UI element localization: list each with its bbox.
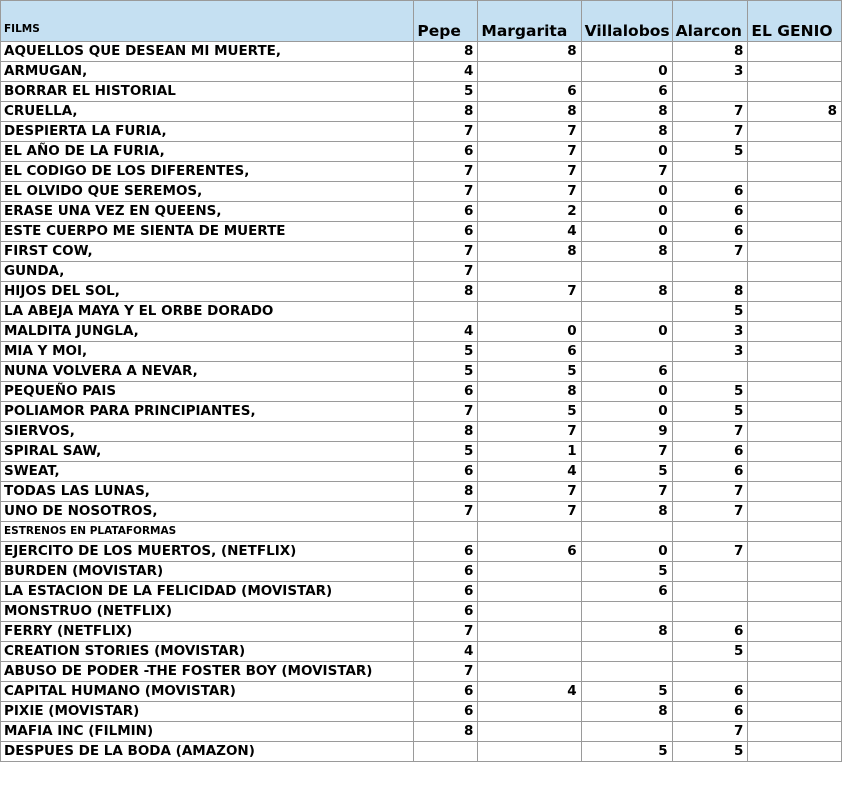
el-genio-cell[interactable] xyxy=(748,582,842,602)
el-genio-cell[interactable] xyxy=(748,662,842,682)
villalobos-cell[interactable]: 6 xyxy=(581,582,672,602)
margarita-cell[interactable]: 0 xyxy=(478,322,581,342)
pepe-cell[interactable]: 8 xyxy=(414,42,478,62)
alarcon-cell[interactable] xyxy=(672,602,748,622)
margarita-cell[interactable]: 7 xyxy=(478,142,581,162)
margarita-cell[interactable] xyxy=(478,622,581,642)
margarita-cell[interactable] xyxy=(478,562,581,582)
table-row xyxy=(1,242,842,262)
el-genio-cell[interactable] xyxy=(748,262,842,282)
table-row xyxy=(1,102,842,122)
film-cell[interactable]: BORRAR EL HISTORIAL xyxy=(1,82,414,102)
villalobos-cell[interactable]: 5 xyxy=(581,462,672,482)
margarita-cell[interactable]: 7 xyxy=(478,482,581,502)
header-el-genio[interactable]: EL GENIO xyxy=(748,1,842,42)
film-cell[interactable]: SPIRAL SAW, xyxy=(1,442,414,462)
alarcon-cell[interactable]: 7 xyxy=(672,502,748,522)
film-cell[interactable]: SWEAT, xyxy=(1,462,414,482)
alarcon-cell[interactable]: 3 xyxy=(672,62,748,82)
margarita-cell[interactable]: 4 xyxy=(478,222,581,242)
el-genio-cell[interactable] xyxy=(748,142,842,162)
header-row xyxy=(1,1,842,42)
villalobos-cell[interactable]: 6 xyxy=(581,362,672,382)
table-row xyxy=(1,342,842,362)
table-row xyxy=(1,402,842,422)
table-row xyxy=(1,282,842,302)
alarcon-cell[interactable] xyxy=(672,582,748,602)
alarcon-cell[interactable]: 6 xyxy=(672,682,748,702)
alarcon-cell[interactable]: 3 xyxy=(672,342,748,362)
film-cell[interactable]: PIXIE (MOVISTAR) xyxy=(1,702,414,722)
alarcon-cell[interactable]: 7 xyxy=(672,422,748,442)
alarcon-cell[interactable]: 7 xyxy=(672,482,748,502)
pepe-cell[interactable]: 4 xyxy=(414,62,478,82)
film-cell[interactable]: ESTRENOS EN PLATAFORMAS xyxy=(1,522,414,542)
pepe-cell[interactable]: 6 xyxy=(414,222,478,242)
table-row xyxy=(1,62,842,82)
villalobos-cell[interactable]: 0 xyxy=(581,322,672,342)
el-genio-cell[interactable] xyxy=(748,82,842,102)
margarita-cell[interactable]: 8 xyxy=(478,42,581,62)
margarita-cell[interactable] xyxy=(478,262,581,282)
alarcon-cell[interactable]: 7 xyxy=(672,122,748,142)
margarita-cell[interactable] xyxy=(478,702,581,722)
alarcon-cell[interactable]: 5 xyxy=(672,382,748,402)
alarcon-cell[interactable]: 6 xyxy=(672,702,748,722)
el-genio-cell[interactable] xyxy=(748,682,842,702)
villalobos-cell[interactable]: 8 xyxy=(581,122,672,142)
table-row xyxy=(1,122,842,142)
film-cell[interactable]: MIA Y MOI, xyxy=(1,342,414,362)
alarcon-cell[interactable]: 6 xyxy=(672,222,748,242)
film-cell[interactable]: MALDITA JUNGLA, xyxy=(1,322,414,342)
film-cell[interactable]: EL AÑO DE LA FURIA, xyxy=(1,142,414,162)
table-row xyxy=(1,382,842,402)
villalobos-cell[interactable]: 8 xyxy=(581,702,672,722)
pepe-cell[interactable]: 7 xyxy=(414,402,478,422)
film-cell[interactable]: PEQUEÑO PAIS xyxy=(1,382,414,402)
margarita-cell[interactable] xyxy=(478,522,581,542)
margarita-cell[interactable]: 1 xyxy=(478,442,581,462)
margarita-cell[interactable] xyxy=(478,582,581,602)
margarita-cell[interactable]: 8 xyxy=(478,242,581,262)
el-genio-cell[interactable] xyxy=(748,702,842,722)
alarcon-cell[interactable] xyxy=(672,82,748,102)
el-genio-cell[interactable] xyxy=(748,42,842,62)
alarcon-cell[interactable]: 5 xyxy=(672,642,748,662)
margarita-cell[interactable]: 4 xyxy=(478,682,581,702)
villalobos-cell[interactable] xyxy=(581,342,672,362)
el-genio-cell[interactable] xyxy=(748,462,842,482)
el-genio-cell[interactable] xyxy=(748,542,842,562)
pepe-cell[interactable]: 7 xyxy=(414,662,478,682)
pepe-cell[interactable]: 8 xyxy=(414,482,478,502)
table-row xyxy=(1,202,842,222)
alarcon-cell[interactable] xyxy=(672,362,748,382)
el-genio-cell[interactable] xyxy=(748,242,842,262)
el-genio-cell[interactable] xyxy=(748,442,842,462)
margarita-cell[interactable]: 8 xyxy=(478,382,581,402)
pepe-cell[interactable]: 7 xyxy=(414,122,478,142)
table-row xyxy=(1,462,842,482)
villalobos-cell[interactable] xyxy=(581,302,672,322)
el-genio-cell[interactable] xyxy=(748,622,842,642)
alarcon-cell[interactable]: 7 xyxy=(672,542,748,562)
film-cell[interactable]: EJERCITO DE LOS MUERTOS, (NETFLIX) xyxy=(1,542,414,562)
villalobos-cell[interactable] xyxy=(581,722,672,742)
alarcon-cell[interactable]: 6 xyxy=(672,442,748,462)
alarcon-cell[interactable]: 5 xyxy=(672,302,748,322)
margarita-cell[interactable] xyxy=(478,62,581,82)
villalobos-cell[interactable]: 0 xyxy=(581,62,672,82)
villalobos-cell[interactable]: 8 xyxy=(581,282,672,302)
villalobos-cell[interactable]: 0 xyxy=(581,542,672,562)
table-row xyxy=(1,662,842,682)
film-cell[interactable]: ABUSO DE PODER -THE FOSTER BOY (MOVISTAR) xyxy=(1,662,414,682)
table-row xyxy=(1,42,842,62)
margarita-cell[interactable]: 5 xyxy=(478,402,581,422)
pepe-cell[interactable]: 4 xyxy=(414,642,478,662)
alarcon-cell[interactable] xyxy=(672,262,748,282)
alarcon-cell[interactable]: 8 xyxy=(672,282,748,302)
margarita-cell[interactable] xyxy=(478,722,581,742)
table-row xyxy=(1,322,842,342)
el-genio-cell[interactable] xyxy=(748,62,842,82)
film-cell[interactable]: AQUELLOS QUE DESEAN MI MUERTE, xyxy=(1,42,414,62)
pepe-cell[interactable]: 6 xyxy=(414,682,478,702)
el-genio-cell[interactable] xyxy=(748,602,842,622)
margarita-cell[interactable]: 6 xyxy=(478,542,581,562)
alarcon-cell[interactable]: 6 xyxy=(672,622,748,642)
margarita-cell[interactable]: 7 xyxy=(478,162,581,182)
film-cell[interactable]: EL OLVIDO QUE SEREMOS, xyxy=(1,182,414,202)
table-row xyxy=(1,482,842,502)
el-genio-cell[interactable] xyxy=(748,122,842,142)
table-row xyxy=(1,602,842,622)
pepe-cell[interactable]: 7 xyxy=(414,242,478,262)
film-cell[interactable]: CREATION STORIES (MOVISTAR) xyxy=(1,642,414,662)
villalobos-cell[interactable]: 0 xyxy=(581,142,672,162)
alarcon-cell[interactable]: 5 xyxy=(672,142,748,162)
table-row xyxy=(1,362,842,382)
margarita-cell[interactable] xyxy=(478,602,581,622)
table-row xyxy=(1,502,842,522)
villalobos-cell[interactable] xyxy=(581,42,672,62)
pepe-cell[interactable]: 6 xyxy=(414,462,478,482)
film-cell[interactable]: EL CODIGO DE LOS DIFERENTES, xyxy=(1,162,414,182)
film-cell[interactable]: FIRST COW, xyxy=(1,242,414,262)
table-row xyxy=(1,422,842,442)
pepe-cell[interactable]: 6 xyxy=(414,542,478,562)
el-genio-cell[interactable] xyxy=(748,342,842,362)
pepe-cell[interactable] xyxy=(414,522,478,542)
pepe-cell[interactable]: 7 xyxy=(414,622,478,642)
villalobos-cell[interactable]: 0 xyxy=(581,382,672,402)
margarita-cell[interactable]: 2 xyxy=(478,202,581,222)
film-cell[interactable]: ESTE CUERPO ME SIENTA DE MUERTE xyxy=(1,222,414,242)
alarcon-cell[interactable]: 6 xyxy=(672,182,748,202)
el-genio-cell[interactable] xyxy=(748,422,842,442)
el-genio-cell[interactable] xyxy=(748,382,842,402)
alarcon-cell[interactable]: 7 xyxy=(672,722,748,742)
alarcon-cell[interactable]: 7 xyxy=(672,102,748,122)
film-cell[interactable]: DESPUES DE LA BODA (AMAZON) xyxy=(1,742,414,762)
pepe-cell[interactable]: 7 xyxy=(414,162,478,182)
villalobos-cell[interactable] xyxy=(581,642,672,662)
table-row xyxy=(1,642,842,662)
margarita-cell[interactable]: 7 xyxy=(478,422,581,442)
pepe-cell[interactable] xyxy=(414,742,478,762)
margarita-cell[interactable]: 8 xyxy=(478,102,581,122)
film-cell[interactable]: BURDEN (MOVISTAR) xyxy=(1,562,414,582)
table-row xyxy=(1,182,842,202)
pepe-cell[interactable]: 6 xyxy=(414,142,478,162)
el-genio-cell[interactable] xyxy=(748,522,842,542)
margarita-cell[interactable]: 7 xyxy=(478,502,581,522)
pepe-cell[interactable] xyxy=(414,302,478,322)
table-row xyxy=(1,442,842,462)
margarita-cell[interactable]: 5 xyxy=(478,362,581,382)
table-row xyxy=(1,542,842,562)
villalobos-cell[interactable]: 8 xyxy=(581,242,672,262)
pepe-cell[interactable]: 5 xyxy=(414,82,478,102)
pepe-cell[interactable]: 6 xyxy=(414,202,478,222)
header-pepe[interactable]: Pepe xyxy=(414,1,478,42)
margarita-cell[interactable]: 7 xyxy=(478,122,581,142)
table-row xyxy=(1,302,842,322)
pepe-cell[interactable]: 7 xyxy=(414,502,478,522)
el-genio-cell[interactable] xyxy=(748,322,842,342)
film-cell[interactable]: DESPIERTA LA FURIA, xyxy=(1,122,414,142)
film-cell[interactable]: SIERVOS, xyxy=(1,422,414,442)
pepe-cell[interactable]: 8 xyxy=(414,722,478,742)
villalobos-cell[interactable]: 5 xyxy=(581,742,672,762)
pepe-cell[interactable]: 8 xyxy=(414,422,478,442)
el-genio-cell[interactable] xyxy=(748,482,842,502)
villalobos-cell[interactable]: 7 xyxy=(581,442,672,462)
table-row xyxy=(1,682,842,702)
film-cell[interactable]: GUNDA, xyxy=(1,262,414,282)
el-genio-cell[interactable] xyxy=(748,502,842,522)
table-row xyxy=(1,262,842,282)
villalobos-cell[interactable]: 0 xyxy=(581,402,672,422)
pepe-cell[interactable]: 6 xyxy=(414,562,478,582)
film-cell[interactable]: HIJOS DEL SOL, xyxy=(1,282,414,302)
film-cell[interactable]: LA ESTACION DE LA FELICIDAD (MOVISTAR) xyxy=(1,582,414,602)
villalobos-cell[interactable]: 8 xyxy=(581,102,672,122)
table-row xyxy=(1,562,842,582)
pepe-cell[interactable]: 5 xyxy=(414,362,478,382)
margarita-cell[interactable]: 7 xyxy=(478,182,581,202)
film-cell[interactable]: TODAS LAS LUNAS, xyxy=(1,482,414,502)
margarita-cell[interactable] xyxy=(478,662,581,682)
el-genio-cell[interactable]: 8 xyxy=(748,102,842,122)
pepe-cell[interactable]: 8 xyxy=(414,282,478,302)
table-body xyxy=(1,42,842,762)
villalobos-cell[interactable] xyxy=(581,602,672,622)
margarita-cell[interactable]: 6 xyxy=(478,342,581,362)
pepe-cell[interactable]: 5 xyxy=(414,442,478,462)
villalobos-cell[interactable]: 0 xyxy=(581,182,672,202)
pepe-cell[interactable]: 4 xyxy=(414,322,478,342)
pepe-cell[interactable]: 7 xyxy=(414,262,478,282)
margarita-cell[interactable] xyxy=(478,642,581,662)
el-genio-cell[interactable] xyxy=(748,222,842,242)
film-cell[interactable]: NUNA VOLVERA A NEVAR, xyxy=(1,362,414,382)
film-cell[interactable]: ERASE UNA VEZ EN QUEENS, xyxy=(1,202,414,222)
villalobos-cell[interactable]: 0 xyxy=(581,202,672,222)
header-alarcon[interactable]: Alarcon xyxy=(672,1,748,42)
pepe-cell[interactable]: 6 xyxy=(414,382,478,402)
pepe-cell[interactable]: 6 xyxy=(414,702,478,722)
table-row xyxy=(1,702,842,722)
film-cell[interactable]: ARMUGAN, xyxy=(1,62,414,82)
film-cell[interactable]: CAPITAL HUMANO (MOVISTAR) xyxy=(1,682,414,702)
el-genio-cell[interactable] xyxy=(748,202,842,222)
villalobos-cell[interactable] xyxy=(581,522,672,542)
table-row xyxy=(1,82,842,102)
film-cell[interactable]: POLIAMOR PARA PRINCIPIANTES, xyxy=(1,402,414,422)
el-genio-cell[interactable] xyxy=(748,182,842,202)
alarcon-cell[interactable] xyxy=(672,562,748,582)
pepe-cell[interactable]: 5 xyxy=(414,342,478,362)
table-row xyxy=(1,142,842,162)
table-row xyxy=(1,162,842,182)
margarita-cell[interactable]: 6 xyxy=(478,82,581,102)
film-cell[interactable]: LA ABEJA MAYA Y EL ORBE DORADO xyxy=(1,302,414,322)
villalobos-cell[interactable]: 9 xyxy=(581,422,672,442)
el-genio-cell[interactable] xyxy=(748,162,842,182)
header-films[interactable]: FILMS xyxy=(1,1,414,42)
film-cell[interactable]: UNO DE NOSOTROS, xyxy=(1,502,414,522)
margarita-cell[interactable] xyxy=(478,742,581,762)
table-row xyxy=(1,522,842,542)
alarcon-cell[interactable]: 6 xyxy=(672,462,748,482)
film-cell[interactable]: MAFIA INC (FILMIN) xyxy=(1,722,414,742)
pepe-cell[interactable]: 6 xyxy=(414,582,478,602)
table-row xyxy=(1,722,842,742)
alarcon-cell[interactable]: 7 xyxy=(672,242,748,262)
villalobos-cell[interactable]: 7 xyxy=(581,162,672,182)
alarcon-cell[interactable] xyxy=(672,662,748,682)
el-genio-cell[interactable] xyxy=(748,742,842,762)
alarcon-cell[interactable] xyxy=(672,162,748,182)
el-genio-cell[interactable] xyxy=(748,722,842,742)
villalobos-cell[interactable]: 8 xyxy=(581,502,672,522)
alarcon-cell[interactable]: 3 xyxy=(672,322,748,342)
el-genio-cell[interactable] xyxy=(748,642,842,662)
table-row xyxy=(1,742,842,762)
margarita-cell[interactable]: 4 xyxy=(478,462,581,482)
film-cell[interactable]: FERRY (NETFLIX) xyxy=(1,622,414,642)
margarita-cell[interactable] xyxy=(478,302,581,322)
villalobos-cell[interactable]: 5 xyxy=(581,562,672,582)
film-cell[interactable]: CRUELLA, xyxy=(1,102,414,122)
el-genio-cell[interactable] xyxy=(748,282,842,302)
film-cell[interactable]: MONSTRUO (NETFLIX) xyxy=(1,602,414,622)
margarita-cell[interactable]: 7 xyxy=(478,282,581,302)
table-row xyxy=(1,222,842,242)
table-row xyxy=(1,622,842,642)
alarcon-cell[interactable]: 5 xyxy=(672,742,748,762)
table-row xyxy=(1,582,842,602)
alarcon-cell[interactable] xyxy=(672,522,748,542)
pepe-cell[interactable]: 7 xyxy=(414,182,478,202)
pepe-cell[interactable]: 8 xyxy=(414,102,478,122)
villalobos-cell[interactable] xyxy=(581,262,672,282)
header-villalobos[interactable]: Villalobos xyxy=(581,1,672,42)
pepe-cell[interactable]: 6 xyxy=(414,602,478,622)
villalobos-cell[interactable]: 8 xyxy=(581,622,672,642)
header-margarita[interactable]: Margarita xyxy=(478,1,581,42)
alarcon-cell[interactable]: 6 xyxy=(672,202,748,222)
alarcon-cell[interactable]: 8 xyxy=(672,42,748,62)
villalobos-cell[interactable]: 0 xyxy=(581,222,672,242)
el-genio-cell[interactable] xyxy=(748,362,842,382)
villalobos-cell[interactable]: 7 xyxy=(581,482,672,502)
el-genio-cell[interactable] xyxy=(748,302,842,322)
el-genio-cell[interactable] xyxy=(748,402,842,422)
villalobos-cell[interactable] xyxy=(581,662,672,682)
alarcon-cell[interactable]: 5 xyxy=(672,402,748,422)
villalobos-cell[interactable]: 5 xyxy=(581,682,672,702)
el-genio-cell[interactable] xyxy=(748,562,842,582)
villalobos-cell[interactable]: 6 xyxy=(581,82,672,102)
